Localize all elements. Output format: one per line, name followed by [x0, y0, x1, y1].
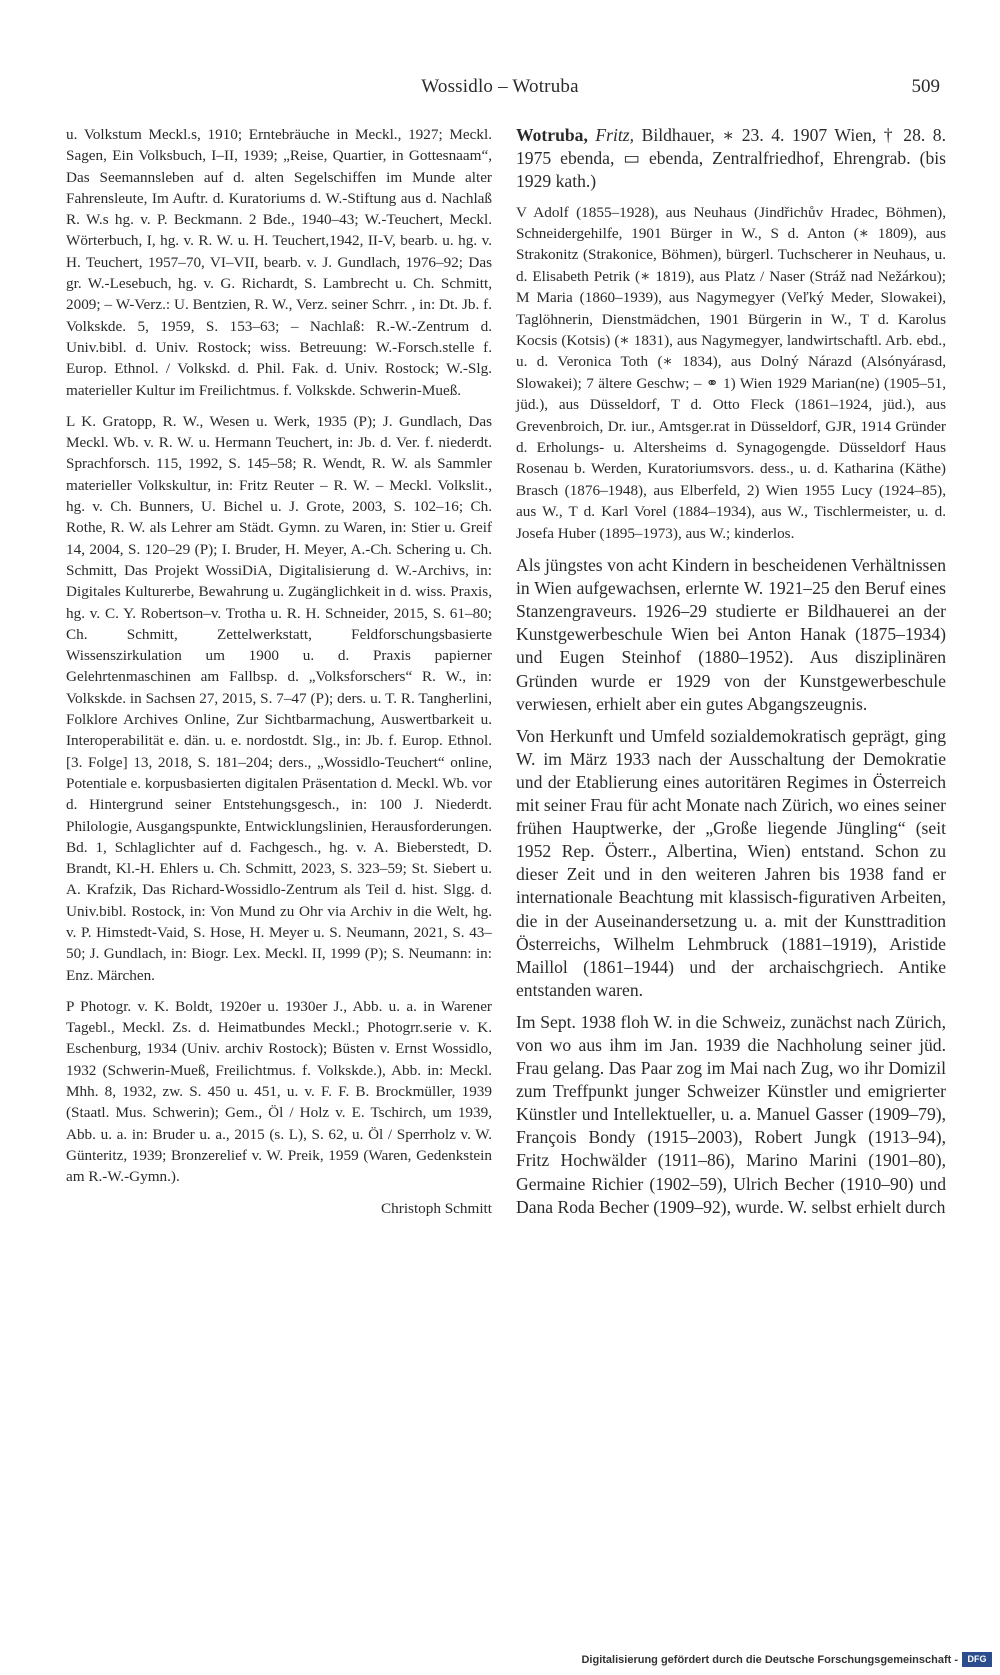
dfg-logo: DFG: [962, 1652, 992, 1667]
page-number: 509: [911, 76, 940, 97]
body-paragraph-1: Als jüngstes von acht Kindern in bescheidenen Verhältnissen in Wien aufgewachsen, erlernte W. 1921–25 den Beruf eines Stanzengraveurs. 1926–29 studierte er Bildhauerei an der Kunstgewerbeschule Wien bei Anton Hanak (1875–1934) und Eugen Steinhof (1880–1952). Aus disziplinären Gründen wurde er 1929 von der Kunstgewerbeschule verwiesen, erhielt aber ein gutes Abgangszeugnis.: [516, 555, 946, 714]
body-paragraph-3: Im Sept. 1938 floh W. in die Schweiz, zunächst nach Zürich, von wo aus ihm im Jan. 1939 die Nachholung seiner jüd. Frau gelang. Das Paar zog im Mai nach Zug, wo ihr Domizil zum Treffpunkt junger Schweizer Künstler und emigrierter Künstler und Intellektueller, u. a. Manuel Gasser (1909–79), François Bondy (1915–2003), Robert Jungk (1913–94), Fritz Hochwälder (1911–86), Marino Marini (1901–80), Germaine Richier (1902–59), Ulrich Becher (1910–90) und Dana Roda Becher (1909–92), wurde. W. selbst erhielt durch: [516, 1011, 946, 1217]
entry-firstname: Fritz,: [595, 125, 635, 145]
footer: [0, 1646, 1000, 1674]
body-paragraph-2: Von Herkunft und Umfeld sozialdemokratisch geprägt, ging W. im März 1933 nach der Ausschaltung der Demokratie und der Etablierung eines autoritären Regimes in Österreich mit seiner Frau für acht Monate nach Zürich, wo eines seiner frühen Hauptwerke, der „Große liegende Jüngling“ (seit 1952 Rep. Österr., Albertina, Wien) entstand. Schon zu dieser Zeit und in den weiteren Jahren bis 1938 fand er internationale Beachtung mit klassisch-figurativen Arbeiten, die in der Auseinandersetzung u. a. mit der Kunsttradition Österreichs, Wilhelm Lehmbruck (1881–1919), Aristide Maillol (1861–1944) und der archaischgriech. Antike entstanden waren.: [516, 725, 946, 1000]
running-head: Wossidlo – Wotruba: [421, 76, 579, 97]
entry-surname: Wotruba,: [516, 125, 588, 145]
author-signature: Christoph Schmitt: [381, 1199, 492, 1217]
portraits-list: P Photogr. v. K. Boldt, 1920er u. 1930er J., Abb. u. a. in Warener Tagebl., Meckl. Zs. d. Heimatbundes Meckl.; Photogrr.serie v. K. Eschenburg, 1934 (Univ. archiv Rostock); Büsten v. Ernst Wossidlo, 1932 (Schwerin-Mueß, Freilichtmus. f. Volkskde.), Abb. in: Meckl. Mhh. 8, 1932, zw. S. 450 u. 451, u. v. F. F. B. Brockmüller, 1939 (Staatl. Mus. Schwerin); Gem., Öl / Holz v. E. Tschirch, um 1939, Abb. u. a. in: Bruder u. a., 2015 (s. L), S. 62, u. Öl / Sperrholz v. W. Günteritz, 1939; Bronzerelief v. W. Preik, 1959 (Waren, Gedenkstein am R.-W.-Gymn.).: [66, 997, 492, 1186]
left-column: [66, 124, 492, 1229]
right-column: [516, 124, 946, 1228]
works-list: u. Volkstum Meckl.s, 1910; Erntebräuche in Meckl., 1927; Meckl. Sagen, Ein Volksbuch, I–II, 1939; „Reise, Quartier, in Gottesnaam“, Das Seemannsleben auf d. alten Segelschiffen im Munde alter Fahrensleute, Im Auftr. d. Kuratoriums d. W.-Stiftung aus d. Nachlaß R. W.s hg. v. P. Beckmann. 2 Bde., 1940–43; W.-Teuchert, Meckl. Wörterbuch, I, hg. v. R. W. u. H. Teuchert,1942, II-V, bearb. u. hg. v. H. Teuchert, 1957–70, VI–VII, bearb. v. J. Gundlach, 1976–92; Das gr. W.-Lesebuch, hg. v. G. Richardt, S. Lambrecht u. Ch. Schmitt, 2009; – W-Verz.: U. Bentzien, R. W., Verz. seiner Schrr. , in: Dt. Jb. f. Volkskde. 5, 1959, S. 153–63; – Nachlaß: R.-W.-Zentrum d. Univ.bibl. d. Univ. Rostock; wiss. Betreuung: W.-Forsch.stelle f. Europ. Ethnol. / Volkskd. d. Phil. Fak. d. Univ. Rostock; W.-Slg. materieller Kultur im Freilichtmus. f. Volkskde. Schwerin-Mueß.: [66, 126, 492, 399]
page-header: [60, 76, 940, 106]
footer-text: Digitalisierung gefördert durch die Deutsche Forschungsgemeinschaft -: [581, 1654, 958, 1666]
genealogy: V Adolf (1855–1928), aus Neuhaus (Jindřichův Hradec, Böhmen), Schneidergehilfe, 1901 Bürger in W., S d. Anton (∗ 1809), aus Strakonitz (Strakonice, Böhmen), bürgerl. Tuchscherer in Neuhaus, u. d. Elisabeth Petrik (∗ 1819), aus Platz / Naser (Stráž nad Nežárkou); M Maria (1860–1939), aus Nagymegyer (Veľký Meder, Slowakei), Taglöhnerin, Dienstmädchen, 1901 Bürgerin in W., T d. Karolus Kocsis (Kotsis) (∗ 1831), aus Nagymegyer, landwirtschaftl. Arb. ebd., u. d. Veronica Toth (∗ 1834), aus Dolný Nárazd (Alsónyárasd, Slowakei); 7 ältere Geschw; – ⚭ 1) Wien 1929 Marian(ne) (1905–51, jüd.), aus Düsseldorf, T d. Otto Fleck (1861–1924, jüd.), aus Grevenbroich, Dr. iur., Amtsger.rat in Düsseldorf, GJR, 1914 Gründer d. Erholungs- u. Altersheims d. Synagogengde. Düsseldorf Haus Rosenau b. Werden, Kuratoriumsvors. dess., u. d. Katharina (Käthe) Brasch (1876–1948), aus Elberfeld, 2) Wien 1955 Lucy (1924–85), aus W., T d. Karl Vorel (1884–1934), aus W., Tischlermeister, u. d. Josefa Huber (1895–1973), aus W.; kinderlos.: [516, 203, 946, 542]
entry-heading: [516, 124, 946, 194]
literature-list: L K. Gratopp, R. W., Wesen u. Werk, 1935 (P); J. Gundlach, Das Meckl. Wb. v. R. W. u. Hermann Teuchert, in: Jb. d. Ver. f. niederdt. Sprachforsch. 115, 1992, S. 145–58; R. Wendt, R. W. als Sammler materieller Volkskultur, in: Fritz Reuter – R. W. – Meckl. Volkslit., hg. v. Ch. Bunners, U. Bichel u. J. Grote, 2003, S. 102–16; Ch. Rothe, R. W. als Lehrer am Städt. Gymn. zu Waren, in: Stier u. Greif 14, 2004, S. 120–29 (P); I. Bruder, H. Meyer, A.-Ch. Schering u. Ch. Schmitt, Das Projekt WossiDiA, Digitalisierung d. W.-Archivs, in: Digitales Kulturerbe, Bewahrung u. Zugänglichkeit in d. wiss. Praxis, hg. v. C. Y. Robertson–v. Trotha u. R. H. Schneider, 2015, S. 61–80; Ch. Schmitt, Zettelwerkstatt, Feldforschungsbasierte Wissenszirkulation um 1900 u. d. Praxis papierner Gelehrtenmaschinen am Fallbsp. d. „Volksforschers“ R. W., in: Volkskde. in Sachsen 27, 2015, S. 7–47 (P); ders. u. T. R. Tangherlini, Folklore Archives Online, Zur Sichtbarmachung, Auswertbarkeit u. Interoperabilität e. dän. u. e. nordostdt. Slg., in: Jb. f. Europ. Ethnol. [3. Folge] 13, 2018, S. 181–204; ders., „Wossidlo-Teuchert“ online, Potentiale e. korpusbasierten digitalen Präsentation d. Meckl. Wb. vor d. Hintergrund seiner Entstehungsgesch., in: 100 J. Niederdt. Philologie, Ausgangspunkte, Entwicklungslinien, Herausforderungen. Bd. 1, Schlaglichter auf d. Fachgesch., hg. v. A. Bieberstedt, D. Brandt, Kl.-H. Ehlers u. Ch. Schmitt, 2023, S. 323–59; St. Siebert u. A. Krafzik, Das Richard-Wossidlo-Zentrum als Teil d. hist. Slgg. d. Univ.bibl. Rostock, in: Von Mund zu Ohr via Archiv in die Welt, hg. v. P. Himstedt-Vaid, S. Hose, H. Meyer u. S. Neumann, 2021, S. 43–50; J. Gundlach, in: Biogr. Lex. Meckl. II, 1999 (P); S. Neumann: in: Enz. Märchen.: [66, 412, 492, 984]
entry-vitals: Bildhauer, ∗ 23. 4. 1907 Wien, † 28. 8. 1975 ebenda, ▭ ebenda, Zentralfriedhof, Ehrengrab. (bis 1929 kath.): [516, 125, 947, 192]
